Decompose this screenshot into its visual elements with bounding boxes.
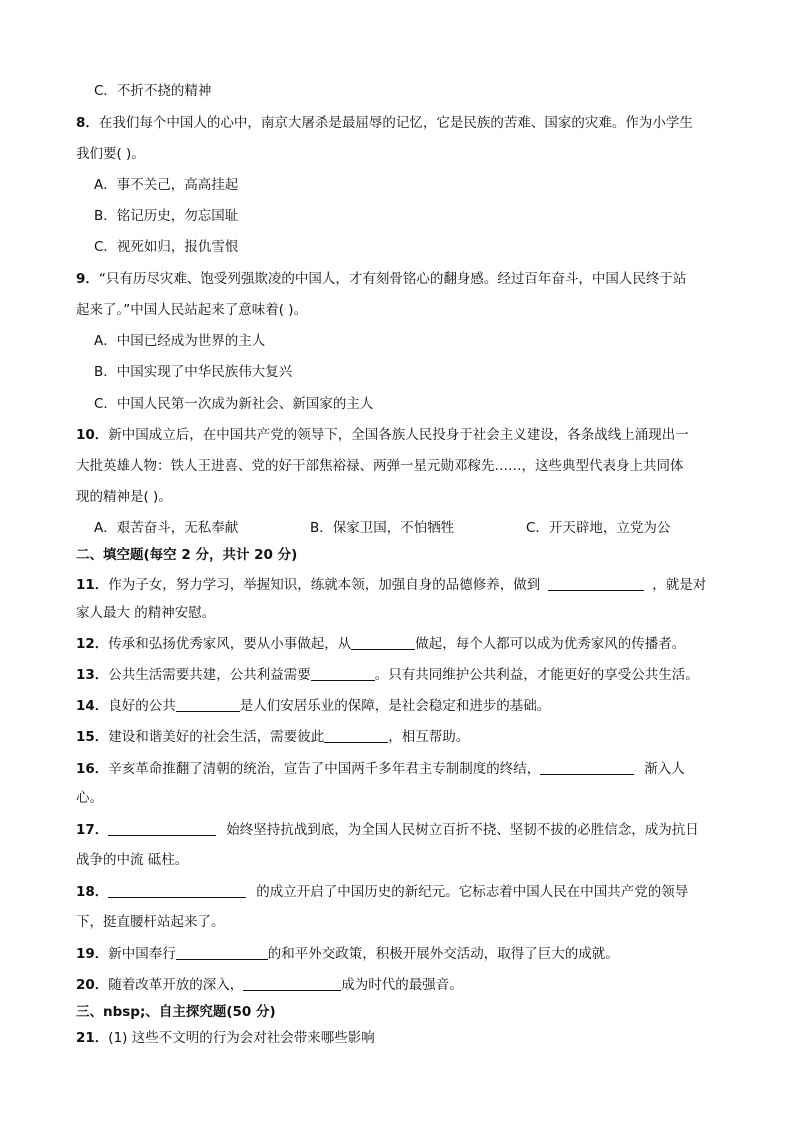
q19-text-after: 的和平外交政策，积极开展外交活动，取得了巨大的成就。 [267, 946, 619, 962]
q17-text: 始终坚持抗战到底，为全国人民树立百折不挠、坚韧不拔的必胜信念，成为抗日 [226, 822, 699, 838]
answer-blank[interactable] [243, 976, 341, 991]
q8-text: 在我们每个中国人的心中，南京大屠杀是最屈辱的记忆，它是民族的苦难、国家的灾难。作为小学生 [98, 115, 693, 131]
q15-line [76, 727, 469, 747]
answer-blank[interactable] [540, 760, 634, 775]
q8-stem-line1 [76, 113, 693, 133]
q14-text: 良好的公共 [108, 698, 176, 714]
q11-text-after: ，就是对 [652, 577, 707, 593]
q16-text: 辛亥革命推翻了清朝的统治，宣告了中国两千多年君主专制制度的终结， [108, 761, 541, 777]
q14-text-after: 是人们安居乐业的保障，是社会稳定和进步的基础。 [239, 698, 551, 714]
q13-text: 公共生活需要共建，公共利益需要 [108, 667, 311, 683]
q8-option-a: A．事不关己，高高挂起 [94, 177, 239, 193]
q9-text: “只有历尽灾难、饱受列强欺凌的中国人，才有刻骨铭心的翻身感。经过百年奋斗，中国人民终于站 [98, 271, 687, 287]
q19-text: 新中国奉行 [108, 946, 176, 962]
q16-text-after: 渐入人 [644, 761, 685, 777]
q9-option-b: B．中国实现了中华民族伟大复兴 [94, 364, 293, 380]
q15-text-after: ，相互帮助。 [388, 729, 470, 745]
answer-blank[interactable] [176, 697, 240, 712]
answer-blank[interactable] [351, 635, 415, 650]
question-number: 18． [76, 884, 109, 900]
q10-option-a: A．艰苦奋斗，无私奉献 [94, 520, 239, 536]
answer-blank[interactable] [548, 576, 644, 591]
question-number: 12． [76, 636, 109, 652]
q19-line [76, 944, 619, 964]
section2-title: 二、填空题(每空 2 分，共计 20 分) [76, 547, 298, 563]
question-number: 16． [76, 761, 109, 777]
question-number: 8． [76, 115, 99, 131]
q7-option-c: C．不折不挠的精神 [94, 83, 212, 99]
answer-blank[interactable] [108, 883, 246, 898]
q9-stem-line2: 起来了。”中国人民站起来了意味着( )。 [76, 302, 308, 318]
q20-text-after: 成为时代的最强音。 [341, 977, 463, 993]
q16-line1 [76, 759, 685, 779]
q10-option-b: B．保家卫国，不怕牺牲 [310, 520, 455, 536]
question-number: 14． [76, 698, 109, 714]
q14-line [76, 696, 550, 716]
q18-text: 的成立开启了中国历史的新纪元。它标志着中国人民在中国共产党的领导 [256, 884, 689, 900]
question-number: 17． [76, 822, 109, 838]
q17-line1 [76, 820, 699, 840]
q10-stem-line1 [76, 425, 689, 445]
q8-stem-line2: 我们要( )。 [76, 146, 145, 162]
q13-line [76, 665, 699, 685]
q21-line [76, 1028, 375, 1048]
q11-text: 作为子女，努力学习，举握知识，练就本领，加强自身的品德修养，做到 [108, 577, 541, 593]
question-number: 15． [76, 729, 109, 745]
answer-blank[interactable] [311, 666, 375, 681]
q8-option-b: B．铭记历史，勿忘国耻 [94, 208, 239, 224]
q10-text: 新中国成立后，在中国共产党的领导下，全国各族人民投身于社会主义建设，各条战线上涌现出一 [108, 427, 689, 443]
question-number: 10． [76, 427, 109, 443]
q18-line1 [76, 882, 688, 902]
q9-option-a: A．中国已经成为世界的主人 [94, 333, 266, 349]
question-number: 11． [76, 577, 109, 593]
q9-option-c: C．中国人民第一次成为新社会、新国家的主人 [94, 396, 374, 412]
q18-line2: 下，挺直腰杆站起来了。 [76, 914, 225, 930]
question-number: 20． [76, 977, 109, 993]
q13-text-after: 。只有共同维护公共利益，才能更好的享受公共生活。 [374, 667, 699, 683]
q21-text: (1) 这些不文明的行为会对社会带来哪些影响 [108, 1030, 375, 1046]
q17-line2: 战争的中流 砥柱。 [76, 852, 189, 868]
q20-text: 随着改革开放的深入， [108, 977, 244, 993]
answer-blank[interactable] [176, 945, 268, 960]
section3-title: 三、nbsp;、自主探究题(50 分) [76, 1004, 276, 1020]
question-number: 9． [76, 271, 99, 287]
q12-line [76, 634, 685, 654]
q16-line2: 心。 [76, 790, 103, 806]
q9-stem-line1 [76, 269, 686, 289]
q8-option-c: C．视死如归，报仇雪恨 [94, 239, 239, 255]
q10-stem-line3: 现的精神是( )。 [76, 489, 172, 505]
answer-blank[interactable] [108, 821, 216, 836]
q15-text: 建设和谐美好的社会生活，需要彼此 [108, 729, 325, 745]
q12-text: 传承和弘扬优秀家风，要从小事做起，从 [108, 636, 352, 652]
q10-options-row [94, 518, 671, 538]
answer-blank[interactable] [324, 728, 388, 743]
q10-stem-line2: 大批英雄人物：铁人王进喜、党的好干部焦裕禄、两弹一星元勋邓稼先……，这些典型代表身上共同体 [76, 458, 684, 474]
question-number: 13． [76, 667, 109, 683]
q11-line1 [76, 575, 706, 595]
question-number: 21． [76, 1030, 109, 1046]
question-number: 19． [76, 946, 109, 962]
q20-line [76, 975, 463, 995]
q12-text-after: 做起，每个人都可以成为优秀家风的传播者。 [415, 636, 686, 652]
q10-option-c: C．开天辟地，立党为公 [526, 520, 671, 536]
q11-line2: 家人最大 的精神安慰。 [76, 605, 216, 621]
